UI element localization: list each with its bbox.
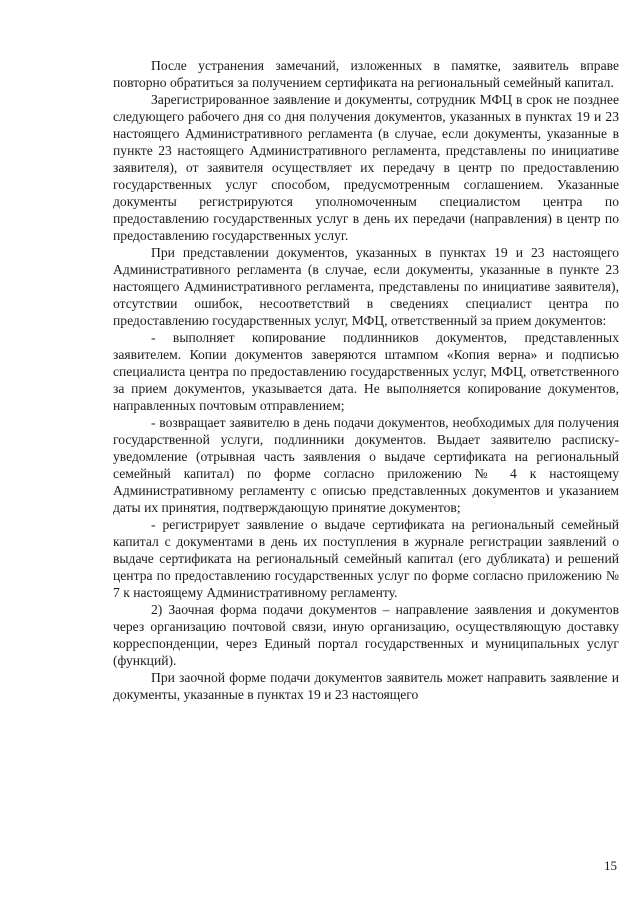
list-item-registration: - регистрирует заявление о выдаче сертификата на региональный семейный капитал с документами в день их поступления в журнале регистрации заявлений о выдаче сертификата на региональный семейный капитал (его дубликата) и решений центра по предоставлению государственных услуг по форме согласно приложению № 7 к настоящему Административному регламенту. [113, 517, 619, 600]
page-number: 15 [604, 858, 617, 873]
list-item-copying: - выполняет копирование подлинников документов, представленных заявителем. Копии документов заверяются штампом «Копия верна» и подписью специалиста центра по предоставлению государственных услуг, МФЦ, ответственного за прием документов, указывается дата. Не выполняется копирование документов, направленных почтовым отправлением; [113, 330, 619, 413]
paragraph-remote-submission: 2) Заочная форма подачи документов – направление заявления и документов через организацию почтовой связи, иную организацию, осуществляющую доставку корреспонденции, через Единый портал государственных и муниципальных услуг (функций). [113, 602, 619, 668]
paragraph-remote-submission-details: При заочной форме подачи документов заявитель может направить заявление и документы, указанные в пунктах 19 и 23 настоящего [113, 670, 619, 702]
document-body [113, 57, 619, 703]
list-item-return-originals: - возвращает заявителю в день подачи документов, необходимых для получения государственной услуги, подлинники документов. Выдает заявителю расписку-уведомление (отрывная часть заявления о выдаче сертификата на региональный семейный капитал) по форме согласно приложению № 4 к настоящему Административному регламенту с описью представленных документов и указанием даты их принятия, подтверждающую принятие документов; [113, 415, 619, 515]
paragraph-remarks-correction: После устранения замечаний, изложенных в памятке, заявитель вправе повторно обратиться за получением сертификата на региональный семейный капитал. [113, 58, 619, 90]
paragraph-mfc-transfer: Зарегистрированное заявление и документы, сотрудник МФЦ в срок не позднее следующего рабочего дня со дня получения документов, указанных в пунктах 19 и 23 настоящего Административного регламента (в случае, если документы, указанные в пункте 23 настоящего Административного регламента, представлены по инициативе заявителя), от заявителя осуществляет их передачу в центр по предоставлению государственных услуг способом, предусмотренным соглашением. Указанные документы регистрируются уполномоченным специалистом центра по предоставлению государственных услуг в день их передачи (направления) в центр по предоставлению государственных услуг. [113, 92, 619, 243]
paragraph-document-submission: При представлении документов, указанных в пунктах 19 и 23 настоящего Административного регламента (в случае, если документы, указанные в пункте 23 настоящего Административного регламента, представлены по инициативе заявителя), отсутствии ошибок, несоответствий в сведениях специалист центра по предоставлению государственных услуг, МФЦ, ответственный за прием документов: [113, 245, 619, 328]
